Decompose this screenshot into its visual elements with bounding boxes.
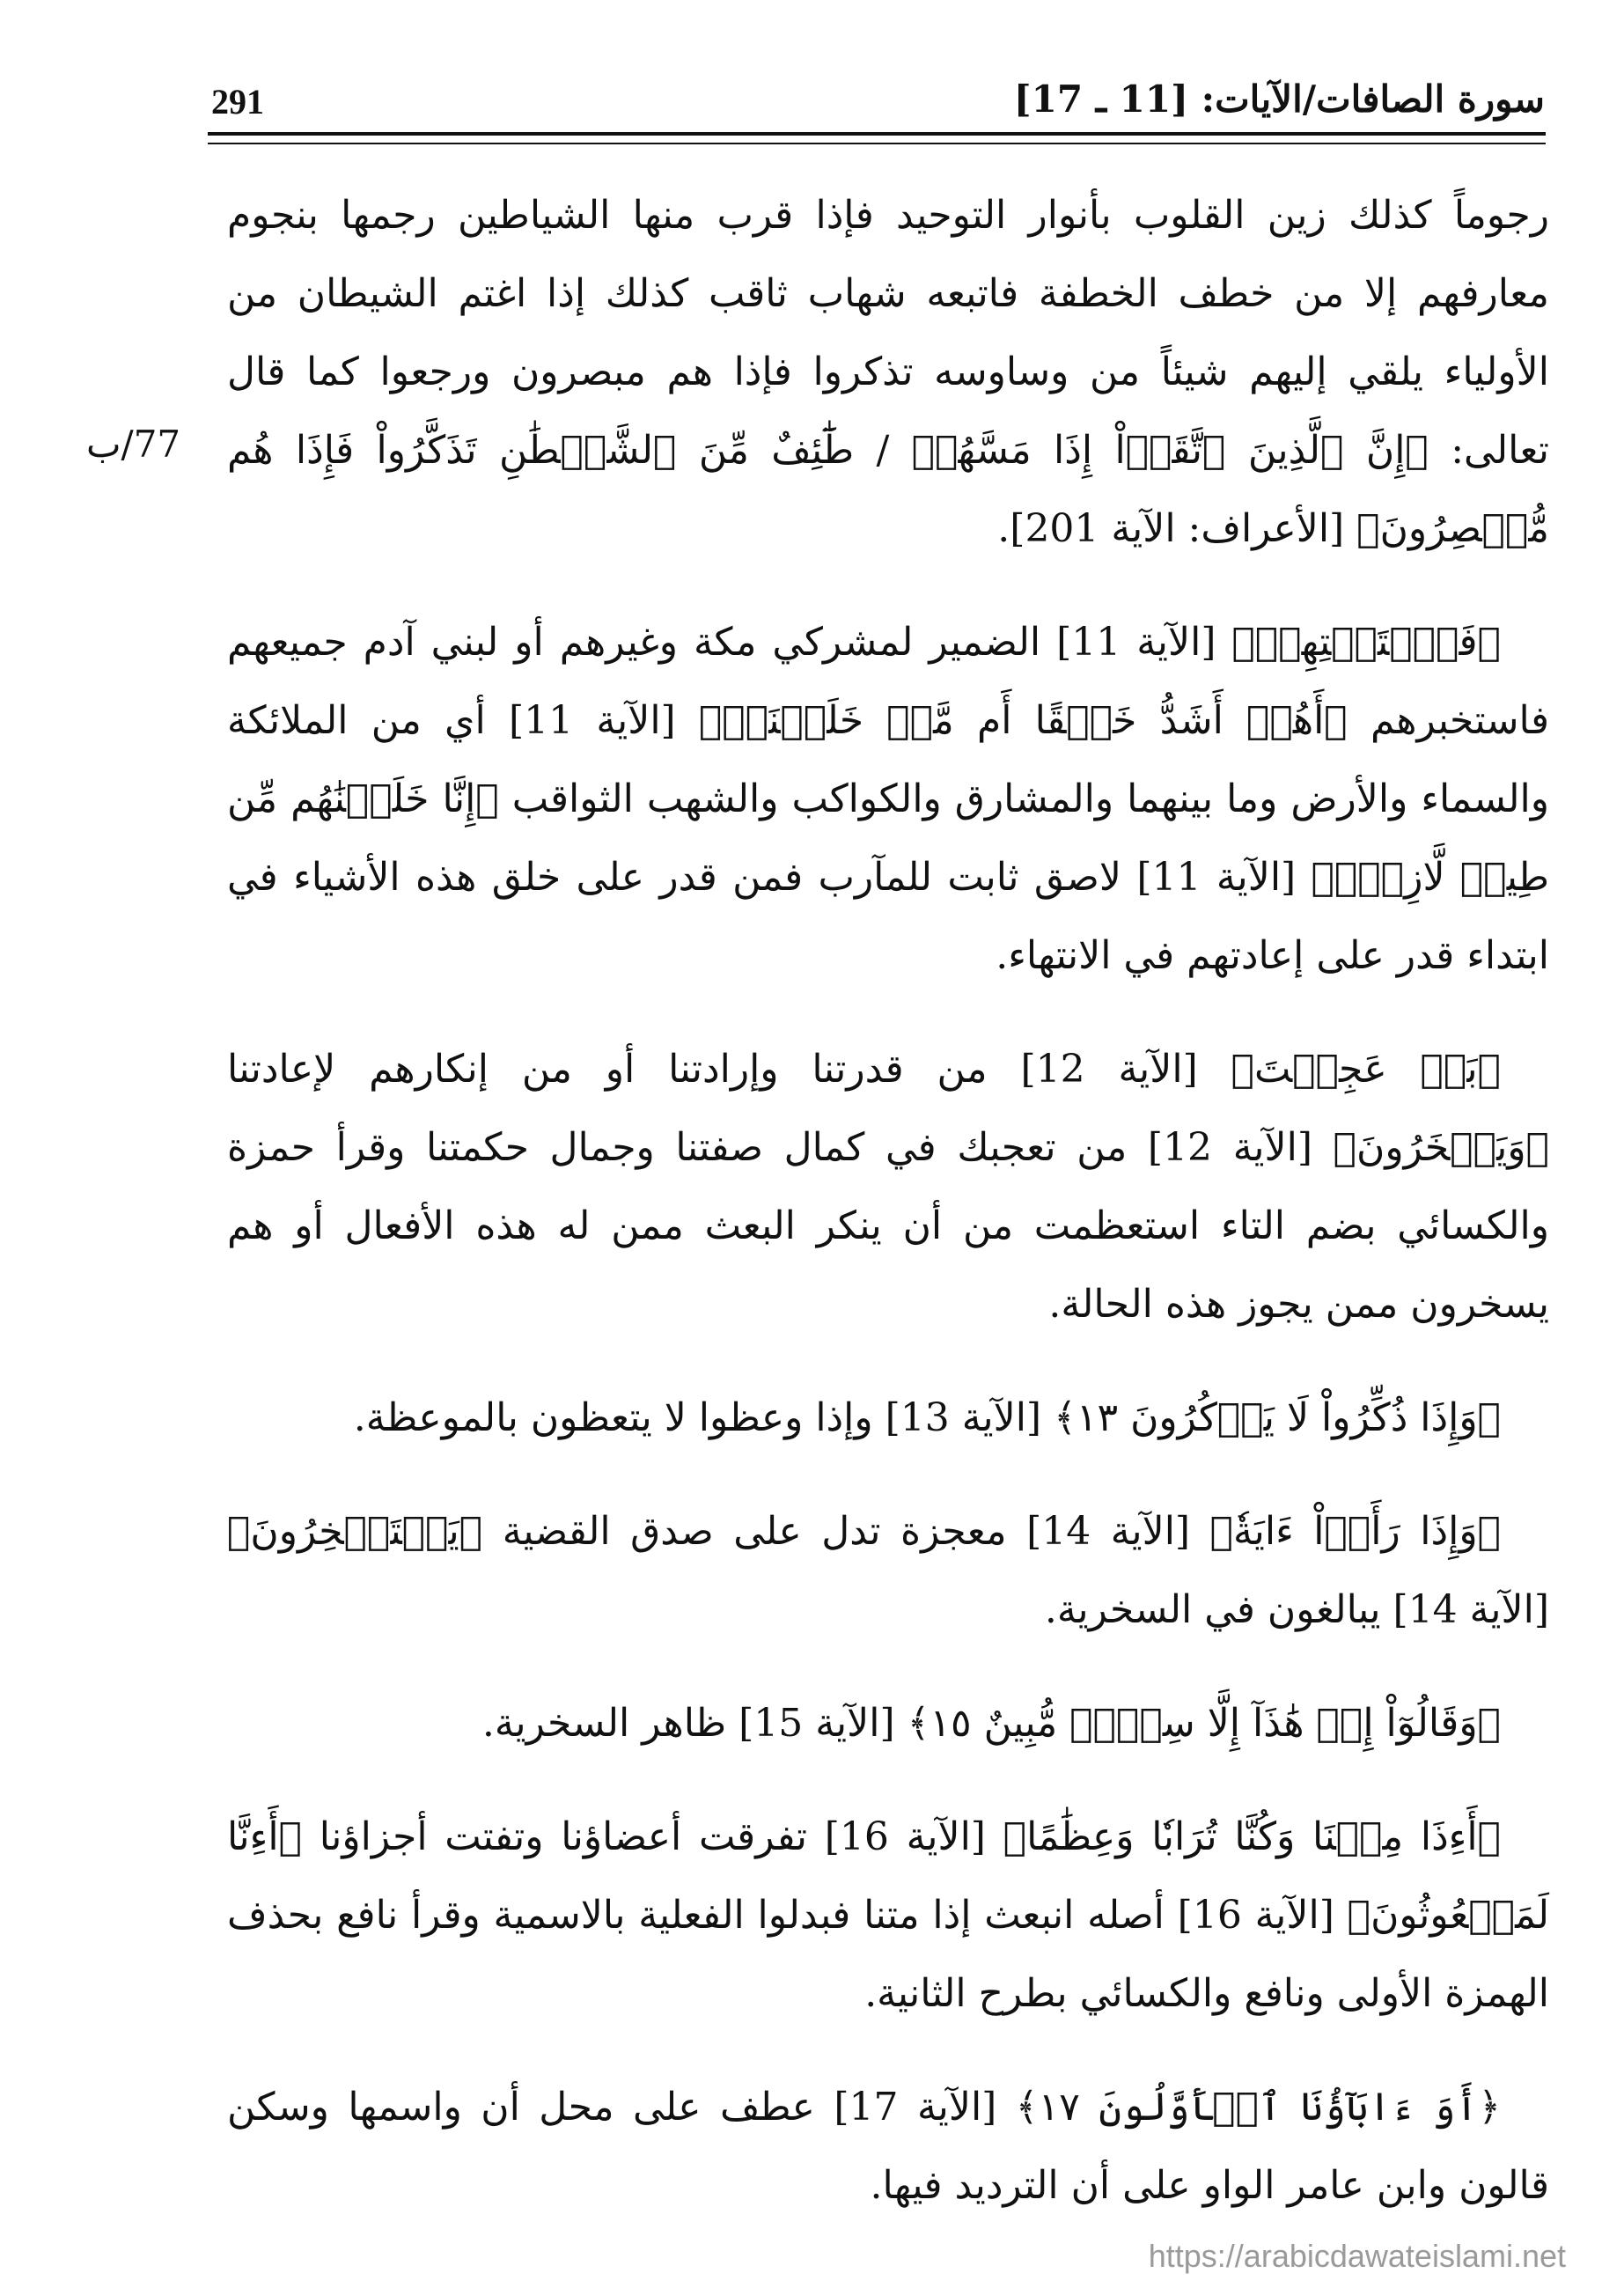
paragraph-3: ﴿بَلۡ عَجِبۡتَ﴾ [الآية 12] من قدرتنا وإرادتنا أو من إنكارهم لإعادتنا ﴿وَيَسۡخَرُونَ﴾ [الآية 12] من تعجبك في كمال صفتنا وجمال حكمتنا وقرأ حمزة والكسائي بضم التاء استعظمت من أن ينكر البعث ممن له هذه الأفعال أو هم يسخرون ممن يجوز هذه الحالة.: [227, 1047, 1549, 1327]
paragraph-6: ﴿وَقَالُوٓاْ إِنۡ هَٰذَآ إِلَّا سِحۡرٞ مُّبِينٌ ١٥﴾ [الآية 15] ظاهر السخرية.: [481, 1701, 1501, 1746]
body-text: [227, 176, 1549, 2225]
paragraph-2: ﴿فَٱسۡتَفۡتِهِمۡ﴾ [الآية 11] الضمير لمشركي مكة وغيرهم أو لبني آدم جميعهم فاستخبرهم ﴿أَهُمۡ أَشَدُّ خَلۡقًا أَم مَّنۡ خَلَقۡنَآۚ﴾ [الآية 11] أي من الملائكة والسماء والأرض وما بينهما والمشارق والكواكب والشهب الثواقب ﴿إِنَّا خَلَقۡنَٰهُم مِّن طِينٖ لَّازِبِۭ﴾ [الآية 11] لاصق ثابت للمآرب فمن قدر على خلق هذه الأشياء في ابتداء قدر على إعادتهم في الانتهاء.: [227, 620, 1550, 978]
paragraph-1: رجوماً كذلك زين القلوب بأنوار التوحيد فإذا قرب منها الشياطين رجمها بنجوم معارفهم إلا من خطف الخطفة فاتبعه شهاب ثاقب كذلك إذا اغتم الشيطان من الأولياء يلقي إليهم شيئاً من وساوسه تذكروا فإذا هم مبصرون ورجعوا كما قال تعالى: ﴿إِنَّ ٱلَّذِينَ ٱتَّقَوۡاْ إِذَا مَسَّهُمۡ / طَٰٓئِفٌ مِّنَ ٱلشَّيۡطَٰنِ تَذَكَّرُواْ فَإِذَا هُم مُّبۡصِرُونَ﴾ [الأعراف: الآية 201].: [227, 193, 1549, 551]
margin-note: 77/ب: [86, 423, 181, 466]
page-number: 291: [211, 82, 264, 121]
paragraph-5: ﴿وَإِذَا رَأَوۡاْ ءَايَةٗ﴾ [الآية 14] معجزة تدل على صدق القضية ﴿يَسۡتَسۡخِرُونَ﴾ [الآية 14] يبالغون في السخرية.: [227, 1509, 1549, 1632]
running-header: سورة الصافات/الآيات: [11 ـ 17]: [1013, 77, 1545, 121]
watermark: https://arabicdawateislami.net: [1148, 2238, 1566, 2274]
paragraph-4: ﴿وَإِذَا ذُكِّرُواْ لَا يَذۡكُرُونَ ١٣﴾ [الآية 13] وإذا وعظوا لا يتعظون بالموعظة.: [353, 1395, 1501, 1440]
paragraph-7: ﴿أَءِذَا مِتۡنَا وَكُنَّا تُرَابٗا وَعِظَٰمًا﴾ [الآية 16] تفرقت أعضاؤنا وتفتت أجزاؤنا ﴿أَءِنَّا لَمَبۡعُوثُونَ﴾ [الآية 16] أصله انبعث إذا متنا فبدلوا الفعلية بالاسمية وقرأ نافع بحذف الهمزة الأولى ونافع والكسائي بطرح الثانية.: [227, 1814, 1549, 2016]
paragraph-8: ﴿أَوَ ءَابَآؤُنَا ٱلۡأَوَّلُونَ ١٧﴾ [الآية 17] عطف على محل أن واسمها وسكن قالون وابن عامر الواو على أن الترديد فيها.: [227, 2085, 1549, 2208]
header-rule-thick: [208, 132, 1546, 136]
header-rule-thin: [208, 143, 1546, 144]
